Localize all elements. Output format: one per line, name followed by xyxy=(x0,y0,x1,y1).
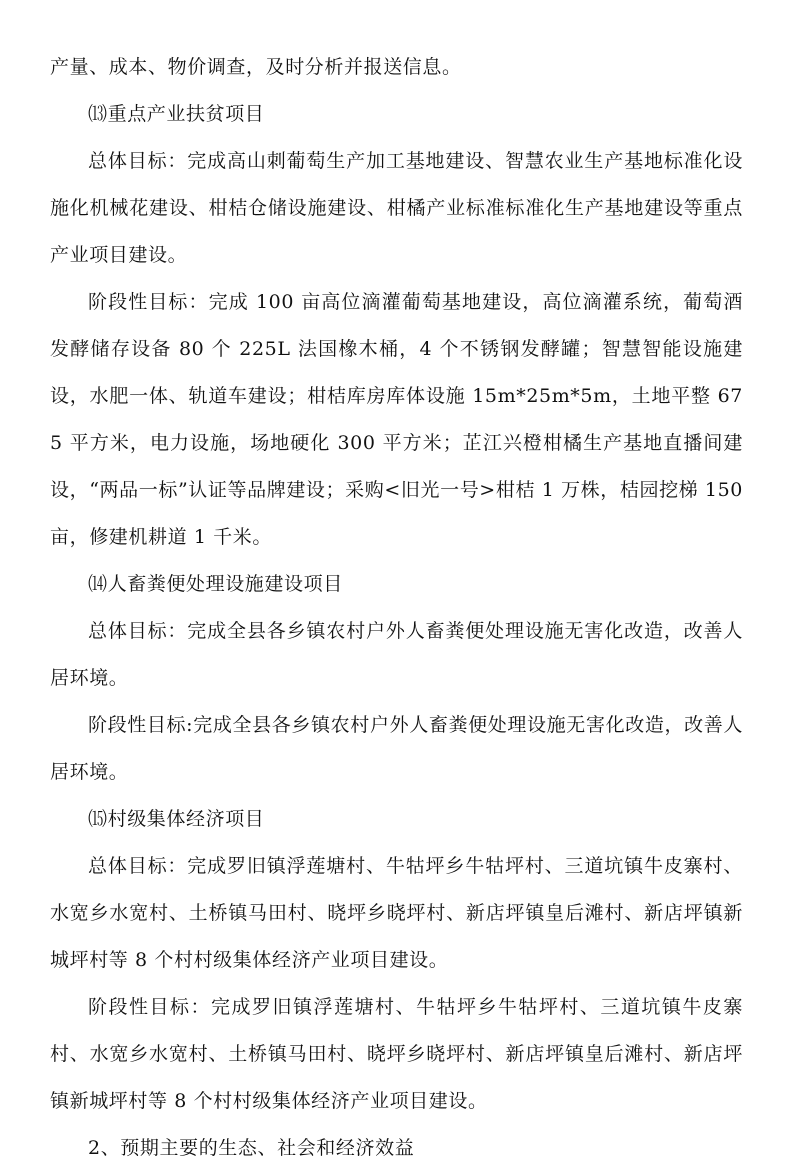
section-heading-13: ⒀重点产业扶贫项目 xyxy=(88,103,265,125)
section-heading-15: ⒂村级集体经济项目 xyxy=(88,808,265,830)
paragraph-overall-goal-13: 总体目标：完成高山刺葡萄生产加工基地建设、智慧农业生产基地标准化设施化机械花建设、柑桔仓储设施建设、柑橘产业标准标准化生产基地建设等重点产业项目建设。 xyxy=(50,150,743,266)
document-body xyxy=(50,44,743,1172)
paragraph-stage-goal-15: 阶段性目标：完成罗旧镇浮莲塘村、牛牯坪乡牛牯坪村、三道坑镇牛皮寨村、水宽乡水宽村、土桥镇马田村、晓坪乡晓坪村、新店坪镇皇后滩村、新店坪镇新城坪村等 8 个村村级集体经济产业项目建设。 xyxy=(50,996,743,1112)
paragraph-continuation: 产量、成本、物价调查，及时分析并报送信息。 xyxy=(50,56,462,78)
paragraph-stage-goal-14: 阶段性目标:完成全县各乡镇农村户外人畜粪便处理设施无害化改造，改善人居环境。 xyxy=(50,714,743,783)
paragraph-stage-goal-13: 阶段性目标：完成 100 亩高位滴灌葡萄基地建设，高位滴灌系统，葡萄酒发酵储存设备 80 个 225L 法国橡木桶，4 个不锈钢发酵罐；智慧智能设施建设，水肥一体、轨道车建设；柑桔库房库体设施 15m*25m*5m，土地平整 675 平方米，电力设施，场地硬化 300 平方米；芷江兴橙柑橘生产基地直播间建设，“两品一标”认证等品牌建设；采购<旧光一号>柑桔 1 万株，桔园挖梯 150 亩，修建机耕道 1 千米。 xyxy=(50,291,743,548)
paragraph-overall-goal-14: 总体目标：完成全县各乡镇农村户外人畜粪便处理设施无害化改造，改善人居环境。 xyxy=(50,620,743,689)
section-heading-benefits: 2、预期主要的生态、社会和经济效益 xyxy=(88,1137,415,1159)
section-heading-14: ⒁人畜粪便处理设施建设项目 xyxy=(88,573,343,595)
paragraph-overall-goal-15: 总体目标：完成罗旧镇浮莲塘村、牛牯坪乡牛牯坪村、三道坑镇牛皮寨村、水宽乡水宽村、土桥镇马田村、晓坪乡晓坪村、新店坪镇皇后滩村、新店坪镇新城坪村等 8 个村村级集体经济产业项目建设。 xyxy=(50,855,743,971)
